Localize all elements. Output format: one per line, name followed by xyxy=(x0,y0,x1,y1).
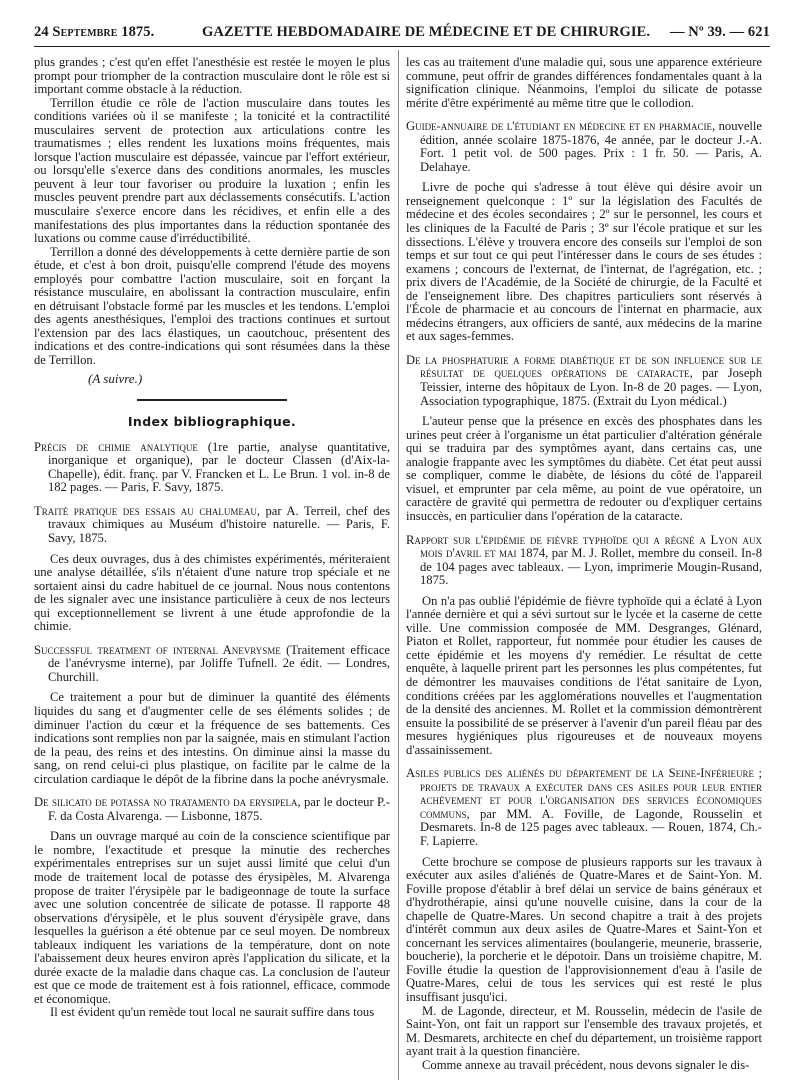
bibliography-entry xyxy=(406,534,762,588)
bibliography-entry xyxy=(34,644,390,685)
entry-details: , par M. J. Rollet, membre du conseil. In-8 de 104 pages avec tableaux. — Lyon, imprimerie Mougin-Rusand, 1875. xyxy=(420,546,762,588)
entry-details: (Traitement efficace de l'anévrysme interne), par Joliffe Tufnell. 2e édit. — Londres, Churchill. xyxy=(48,642,390,684)
running-header xyxy=(34,24,770,44)
entry-details: , par MM. A. Foville, de Lagonde, Rousselin et Desmarets. In-8 de 125 pages avec tableaux. — Rouen, 1874, Ch.-F. Lapierre. xyxy=(420,806,762,848)
bibliography-entry xyxy=(406,767,762,848)
section-heading: Index bibliographique. xyxy=(127,414,297,430)
bibliography-entry xyxy=(406,354,762,408)
section-rule xyxy=(137,399,287,401)
entry-title: Guide-annuaire de l'étudiant en médecine et en pharmacie xyxy=(406,119,712,134)
review-text: Il est évident qu'un remède tout local ne saurait suffire dans tous xyxy=(50,1005,375,1020)
to-be-continued: (A suivre.) xyxy=(88,370,143,386)
entry-details: , par le docteur P.-F. da Costa Alvarenga. — Lisbonne, 1875. xyxy=(48,795,390,823)
right-column xyxy=(406,56,762,1076)
review-text: Ces deux ouvrages, dus à des chimistes expérimentés, mériteraient une analyse détaillée, s'ils n'étaient d'une nature trop spéciale et ne sortaient ainsi du cadre habituel de ce journal. Nous nous contentons de les signaler avec une insistance particulière à ceux de nos lecteurs qui exceptionnellement se livrent à une étude approfondie de la chimie. xyxy=(34,551,390,634)
entry-title: Successful treatment of internal Anevrysme xyxy=(34,642,281,657)
entry-title: Rapport sur l'épidémie de fièvre typhoïde qui a régné a Lyon aux mois d'avril et mai 1874 xyxy=(406,532,762,561)
issue-page-number: — Nº 39. — 621 xyxy=(669,24,770,40)
review-text: Comme annexe au travail précédent, nous devons signaler le dis- xyxy=(422,1057,750,1072)
entry-title: De la phosphaturie a forme diabétique et de son influence sur le résultat de quelques opérations de cataracte xyxy=(406,352,762,381)
entry-title: De silicato de potassa no tratamento da erysipela xyxy=(34,795,298,810)
header-rule xyxy=(34,46,770,47)
review-text: L'auteur pense que la présence en excès des phosphates dans les urines peut créer à l'organisme un état particulier d'altération générale qui se traduira par des symptômes ayant, dans certains cas, une analogie frappante avec les symptômes du diabète. Cet état peut aussi se compliquer, comme le diabète, de lésions du côté de l'appareil visuel, et emprunter par cela même, au point de vue opératoire, un caractère de gravité qui permettra de redouter ou d'expliquer certains insuccès, en particulier dans l'opération de la cataracte. xyxy=(406,414,762,523)
paragraph: Terrillon étudie ce rôle de l'action musculaire dans toutes les conditions variées où il se manifeste ; la tonicité et la contractilité musculaires servent de protection aux articulations contre les traumatismes ; elles rendent les luxations moins fréquentes, mais lorsque l'action musculaire est dépassée, vaincue par l'effort extérieur, ou lorsqu'elle s'exerce dans des conditions anormales, les muscles peuvent à leur tour favoriser ou produire la luxation ; enfin les muscles peuvent prendre part aux déclassements consécutifs. L'action musculaire s'exerce encore dans les récidives, et enfin elle a des manifestations des plus importantes dans la réduction spontanée des luxations ou comme cause d'irréductibilité. xyxy=(34,95,390,246)
bibliography-entry xyxy=(34,505,390,546)
paragraph: Terrillon a donné des développements à cette dernière partie de son étude, et c'est à bon droit, puisqu'elle comprend l'étude des moyens employés pour combattre l'action musculaire, soit en forçant la résistance musculaire, en abolissant la contraction musculaire, enfin en détruisant l'obstacle formé par les muscles et les tendons. L'emploi des agents anesthésiques, l'emploi des tractions continues et surtout l'extension par des lacs élastiques, un caoutchouc, présentent des indications et des contre-indications qui sont résumées dans la thèse de Terrillon. xyxy=(34,244,390,368)
left-column xyxy=(34,56,390,1076)
entry-title: Précis de chimie analytique xyxy=(34,439,198,454)
review-text: Dans un ouvrage marqué au coin de la conscience scientifique par le nombre, l'exactitude et presque la minutie des recherches expérimentales entreprises sur un sujet aussi limité que celui d'un mode de traitement local de potasse des érysipèles, M. Alvarenga propose de traiter l'érysipèle par le badigeonnage de toute la surface avec une solution concentrée de silicate de potasse. Il rapporte 48 observations d'érysipèle, et le plus souvent d'érysipèle grave, dans lesquelles la guérison a été obtenue par ce seul moyen. De nombreux tableaux indiquent les variations de la température, dont on note l'abaissement deux heures environ après l'application du silicate, et la durée exacte de la maladie dans chaque cas. La conclusion de l'auteur est que ce mode de traitement est à fois rationnel, efficace, commode et économique. xyxy=(34,829,390,1006)
entry-title: Asiles publics des aliénés du département de la Seine-Inférieure ; projets de travaux a exécuter dans ces asiles pour leur entier achèvement et pour l'organisation des services économiques communs xyxy=(406,766,762,821)
header-date: 24 Septembre 1875. xyxy=(34,24,155,40)
paragraph: les cas au traitement d'une maladie qui, sous une apparence extérieure commune, peut offrir de grandes différences fondamentales quant à la signification clinique. Néanmoins, l'emploi du silicate de potasse mérite d'être expérimenté au même titre que le collodion. xyxy=(406,56,762,110)
review-text: Ce traitement a pour but de diminuer la quantité des éléments liquides du sang et d'augmenter celle de ses éléments solides ; de diminuer l'action du cœur et la fréquence de ses battements. Ces indications sont remplies non par la saignée, mais en stimulant l'action de la peau, des reins et des intestins. On diminue ainsi la masse du sang, on rend celui-ci plus plastique, on facilite par le calme de la circulation cardiaque le dépôt de la fibrine dans la poche anévrysmale. xyxy=(34,690,390,786)
entry-details: , par Joseph Teissier, interne des hôpitaux de Lyon. In-8 de 20 pages. — Lyon, Association typographique, 1875. (Extrait du Lyon médical.) xyxy=(420,366,762,408)
review-text: Livre de poche qui s'adresse à tout élève qui désire avoir un renseignement quelconque : 1º sur la législation des Facultés de médecine et des écoles secondaires ; 2º sur le personnel, les cours et les cliniques de la Faculté de Paris ; 3º sur l'école pratique et sur les dissections. L'élève y trouvera encore des conseils sur l'emploi de son temps et sur tout ce qui peut l'intéresser dans le cours de ses études : examens ; concours de l'externat, de l'internat, de l'agrégation, etc. ; prix divers de l'Académie, de la Société de chirurgie, de la Faculté et de l'enseignement libre. Des chapitres particuliers sont réservés à l'École de pharmacie et au concours de l'internat en pharmacie, aux médecins étrangers, aux officiers de santé, aux médecins de la marine et aux sages-femmes. xyxy=(406,180,762,344)
entry-details: , nouvelle édition, année scolaire 1875-1876, 4e année, par le docteur J.-A. Fort. 1 petit vol. de 500 pages. Prix : 1 fr. 50. — Paris, A. Delahaye. xyxy=(420,119,762,174)
entry-title: Traité pratique des essais au chalumeau xyxy=(34,503,257,518)
entry-details: (1re partie, analyse quantitative, inorganique et organique), par le docteur Classen (d'Aix-la-Chapelle), édit. franç. par V. Francken et L. Le Brun. 1 vol. in-8 de 182 pages. — Paris, F. Savy, 1875. xyxy=(48,439,390,495)
entry-details: , par A. Terreil, chef des travaux chimiques au Muséum d'histoire naturelle. — Paris, F. Savy, 1875. xyxy=(48,503,390,545)
bibliography-entry xyxy=(406,120,762,174)
review-text: On n'a pas oublié l'épidémie de fièvre typhoïde qui a éclaté à Lyon l'année dernière et qui a sévi surtout sur le lycée et la caserne de cette ville. Une commission composée de MM. Desgranges, Glénard, Piaton et Rollet, rapporteur, fut nommée pour étudier les causes de cette épidémie et les moyens d'y remédier. Le résultat de cette enquête, à laquelle prirent part les personnes les plus compétentes, fut de démontrer les mauvaises conditions de l'état sanitaire de Lyon, conditions créées par les agglomérations nouvelles et l'augmentation de la densité des anciennes. M. Rollet et la commission démontrèrent ensuite la possibilité de se préserver à l'avenir d'un pareil fléau par des mesures hygiéniques plus rigoureuses et de nouveaux moyens d'assainissement. xyxy=(406,593,762,757)
review-text: Cette brochure se compose de plusieurs rapports sur les travaux à exécuter aux asiles d'aliénés de Quatre-Mares et de Saint-Yon. M. Foville propose d'établir à bref délai un service de bains généraux et d'hydrothérapie, ainsi qu'une nouvelle cuisine, dans la cour de la chapelle de Quatre-Mares. Un second chapitre a trait à des projets d'intérêt commun aux deux asiles de Quatre-Mares et Saint-Yon et concernant les services alimentaires (boulangerie, meunerie, brasserie, boucherie), la porcherie et le dépotoir. Dans un troisième chapitre, M. Foville étudie la question de l'approvisionnement d'eau à l'asile de Quatre-Mares, celui de tous les services qui est resté le plus insuffisant jusqu'ici. xyxy=(406,854,762,1004)
bibliography-entry xyxy=(34,441,390,495)
column-divider xyxy=(398,50,399,1080)
review-text: M. de Lagonde, directeur, et M. Rousselin, médecin de l'asile de Saint-Yon, ont fait un rapport sur l'ensemble des travaux projetés, et M. Desmarets, architecte en chef du département, un troisième rapport ayant trait à la question financière. xyxy=(406,1003,762,1059)
bibliography-entry xyxy=(34,796,390,823)
paragraph: plus grandes ; c'est qu'en effet l'anesthésie est restée le moyen le plus prompt pour triompher de la contraction musculaire dont le rôle est si important comme obstacle à la réduction. xyxy=(34,56,390,97)
journal-title: GAZETTE HEBDOMADAIRE DE MÉDECINE ET DE CHIRURGIE. xyxy=(202,24,651,40)
